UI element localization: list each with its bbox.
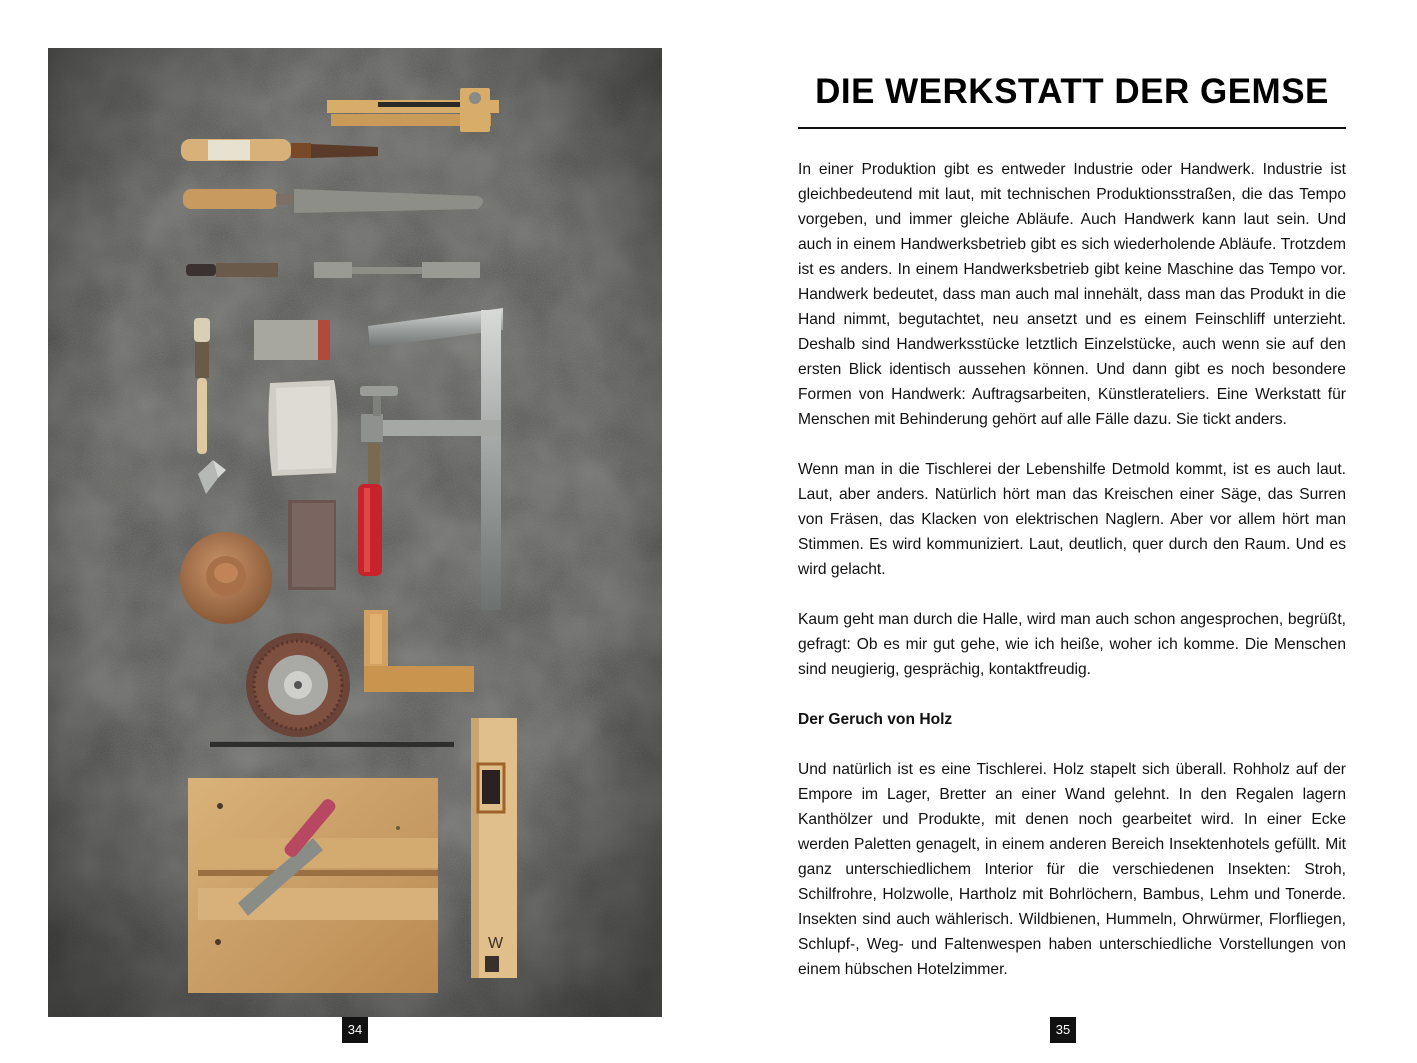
flap-disc-wheel — [246, 633, 350, 737]
sandpaper — [288, 500, 336, 590]
workshop-tools-photo — [48, 48, 662, 1017]
putty-knife — [254, 320, 330, 360]
page-number-left: 34 — [342, 1017, 368, 1043]
page-number-right: 35 — [1050, 1017, 1076, 1043]
title-rule — [798, 127, 1346, 129]
paragraph-4: Und natürlich ist es eine Tischlerei. Holz stapelt sich überall. Rohholz auf der Empore im Lager, Bretter an einer Wand gelehnt. In den Regalen lagern Kanthölzer und Produkte, mit denen noch gearbeitet wird. In einer Ecke werden Paletten genagelt, in einem anderen Bereich Insektenhotels gefüllt. Mit ganz unterschiedlichem Interior für die verschiedenen Insekten: Stroh, Schilfrohre, Holzwolle, Hartholz mit Bohrlöchern, Bambus, Lehm und Tonerde. Insekten sind auch wählerisch. Wildbienen, Hummeln, Ohrwürmer, Florfliegen, Schlupf-, Weg- und Faltenwespen haben unterschiedliche Vorstellungen von einem hübschen Hotelzimmer. — [798, 761, 1346, 978]
body-text — [798, 157, 1346, 1007]
wooden-jig-board — [188, 778, 438, 993]
page-title: DIE WERKSTATT DER GEMSE — [815, 72, 1329, 111]
small-chisel — [186, 263, 278, 277]
wooden-turned-knob — [180, 532, 272, 624]
paragraph-2: Wenn man in die Tischlerei der Lebenshilfe Detmold kommt, ist es auch laut. Laut, aber anders. Natürlich hört man das Kreischen einer Säge, das Surren von Fräsen, das Klacken von elektrischen Naglern. Aber vor allem hört man Stimmen. Es wird kommuniziert. Laut, deutlich, quer durch den Raum. Und es wird gelacht. — [798, 461, 1346, 578]
wooden-post — [471, 718, 517, 978]
paragraph-1: In einer Produktion gibt es entweder Industrie oder Handwerk. Industrie ist gleichbedeutend mit laut, mit technischen Produktionsstraßen, die das Tempo vorgeben, und immer gleiche Abläufe. Auch Handwerk kann laut sein. Und auch in einem Handwerksbetrieb gibt es sich wiederholende Abläufe. Trotzdem ist es anders. In einem Handwerksbetrieb gibt keine Maschine das Tempo vor. Handwerk bedeutet, dass man auch mal innehält, dass man das Produkt in die Hand nimmt, begutachtet, neu ansetzt und es einem Feinschliff unterzieht. Deshalb sind Handwerksstücke letztlich Einzelstücke, auch wenn sie auf den ersten Blick identisch aussehen können. Und dann gibt es noch besondere Formen von Handwerk: Auftragsarbeiten, Künstlerateliers. Eine Werkstatt für Menschen mit Behinderung gehört auf alle Fälle dazu. Sie tickt anders. — [798, 161, 1346, 428]
svg-text:W: W — [488, 935, 504, 952]
paragraph-3: Kaum geht man durch die Halle, wird man auch schon angesprochen, begrüßt, gefragt: Ob es mir gut gehe, wie ich heiße, woher ich komme. Die Menschen sind neugierig, gesprächig, kontaktfreudig. — [798, 611, 1346, 678]
steel-rule — [210, 741, 454, 747]
subheading: Der Geruch von Holz — [798, 711, 953, 728]
sanding-block — [268, 380, 337, 476]
